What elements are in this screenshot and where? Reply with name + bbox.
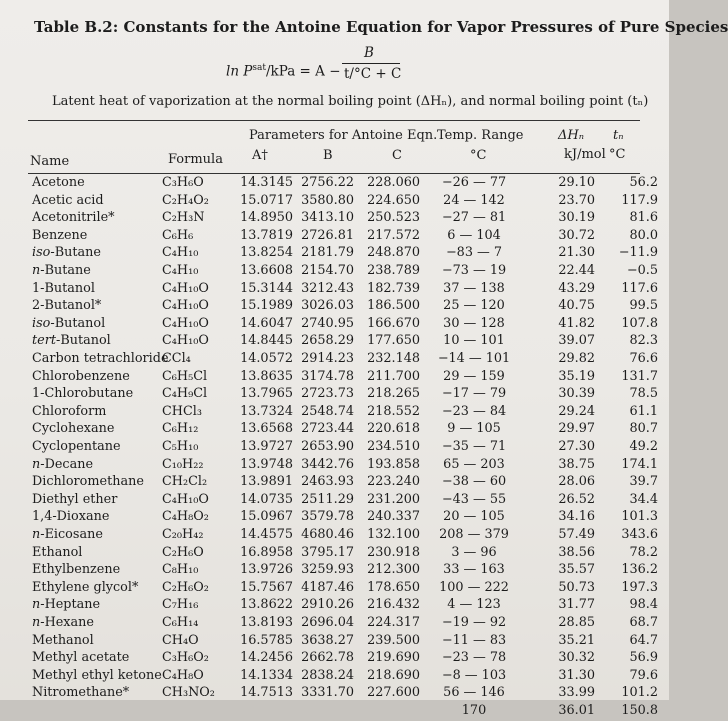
cell-name: Acetic acid <box>32 192 104 208</box>
cell-c: 223.240 <box>367 474 420 490</box>
cell-range: −8 — 103 <box>441 667 507 683</box>
cell-a: 13.7965 <box>240 386 293 402</box>
header-formula: Formula <box>168 152 223 167</box>
cell-tn: 150.8 <box>621 703 658 718</box>
table-row <box>0 193 669 211</box>
cell-tn: −0.5 <box>626 263 658 278</box>
cell-tn: 174.1 <box>621 456 658 472</box>
cell-formula: C₄H₁₀ <box>162 263 199 278</box>
cell-c: 228.060 <box>367 175 420 190</box>
cell-range: −26 — 77 <box>441 175 507 190</box>
cell-tn: 99.5 <box>629 298 658 314</box>
cell-dh: 21.30 <box>558 245 595 261</box>
cell-formula: C₄H₁₀O <box>162 315 209 331</box>
table-row <box>0 633 669 651</box>
cell-range: 100 — 222 <box>439 579 509 595</box>
cell-tn: 81.6 <box>629 210 658 226</box>
fraction-bar <box>342 63 400 64</box>
cell-name: Cyclopentane <box>32 439 121 454</box>
cell-dh: 31.30 <box>558 667 595 683</box>
cell-formula: C₂H₄O₂ <box>162 192 209 208</box>
cell-c: 224.650 <box>367 192 420 208</box>
cell-formula: C₄H₁₀O <box>162 491 209 507</box>
cell-range: 65 — 203 <box>443 456 505 472</box>
cell-tn: 101.2 <box>621 685 658 701</box>
cell-range: −11 — 83 <box>441 632 507 648</box>
equation-numerator: B <box>364 45 374 61</box>
cell-name: Benzene <box>32 227 88 243</box>
header-range-unit: °C <box>470 148 487 163</box>
header-name: Name <box>30 154 70 169</box>
cell-formula: CH₃NO₂ <box>162 685 215 701</box>
cell-name: Cyclohexane <box>32 421 115 437</box>
cell-a: 13.9726 <box>240 562 293 578</box>
cell-a: 16.8958 <box>240 544 293 560</box>
cell-tn: 343.6 <box>621 527 658 542</box>
cell-formula: C₆H₁₄ <box>162 615 199 630</box>
cell-name: Methyl acetate <box>32 650 130 666</box>
table-row <box>0 527 669 545</box>
header-rule <box>28 173 640 174</box>
cell-c: 234.510 <box>367 439 420 454</box>
cell-b: 3795.17 <box>301 544 354 560</box>
table-row <box>0 263 669 281</box>
cell-c: 239.500 <box>367 632 420 648</box>
header-c: C <box>392 148 402 163</box>
cell-a: 14.7513 <box>240 685 293 701</box>
header-tn: tₙ <box>613 128 624 143</box>
cell-a: 14.8445 <box>240 333 293 349</box>
cell-a: 14.3145 <box>240 175 293 190</box>
cell-name: Chloroform <box>32 403 107 419</box>
cell-range: 29 — 159 <box>443 368 505 384</box>
cell-tn: 117.6 <box>621 280 658 296</box>
cell-b: 3442.76 <box>301 456 354 472</box>
cell-dh: 50.73 <box>558 579 595 595</box>
cell-dh: 29.97 <box>558 421 595 437</box>
cell-b: 2463.93 <box>301 474 354 490</box>
cell-a: 13.6608 <box>240 263 293 278</box>
cell-a: 14.4575 <box>240 527 293 542</box>
cell-tn: 78.2 <box>629 544 658 560</box>
cell-tn: 39.7 <box>629 474 658 490</box>
cell-b: 3638.27 <box>301 632 354 648</box>
cell-b: 2154.70 <box>301 263 354 278</box>
cell-b: 2511.29 <box>301 491 354 507</box>
cell-a: 13.6568 <box>240 421 293 437</box>
cell-tn: 56.2 <box>629 175 658 190</box>
cell-b: 2756.22 <box>301 175 354 190</box>
cell-tn: 80.7 <box>629 421 658 437</box>
cell-range: −17 — 79 <box>441 386 507 402</box>
cell-dh: 23.70 <box>558 192 595 208</box>
cell-name: Acetone <box>32 175 85 190</box>
cell-name: Ethylbenzene <box>32 562 121 578</box>
cell-range: 37 — 138 <box>443 280 505 296</box>
cell-dh: 30.72 <box>558 227 595 243</box>
table-row <box>0 386 669 404</box>
cell-dh: 35.21 <box>558 632 595 648</box>
table-row <box>0 668 669 686</box>
cell-a: 15.0967 <box>240 509 293 525</box>
cell-range: −43 — 55 <box>441 491 507 507</box>
cell-c: 218.690 <box>367 667 420 683</box>
cell-tn: 79.6 <box>629 667 658 683</box>
cell-dh: 40.75 <box>558 298 595 314</box>
cell-c: 224.317 <box>367 615 420 630</box>
cell-range: −19 — 92 <box>441 615 507 630</box>
table-row <box>0 281 669 299</box>
cell-c: 177.650 <box>367 333 420 349</box>
table-row <box>0 650 669 668</box>
cell-a: 13.8622 <box>240 597 293 613</box>
cell-b: 3259.93 <box>301 562 354 578</box>
table-row <box>0 615 669 633</box>
cell-a: 13.9727 <box>240 439 293 454</box>
table-row <box>0 351 669 369</box>
cell-b: 3580.80 <box>301 192 354 208</box>
cell-range: −83 — 7 <box>445 245 503 261</box>
cell-name: 2-Butanol* <box>32 298 102 314</box>
cell-b: 4187.46 <box>301 579 354 595</box>
cell-a: 14.2456 <box>240 650 293 666</box>
cell-name: Acetonitrile* <box>32 210 115 226</box>
cell-tn: 49.2 <box>629 439 658 454</box>
cell-b: 2662.78 <box>301 650 354 666</box>
table-row <box>0 228 669 246</box>
header-dh-unit: kJ/mol <box>564 147 606 162</box>
cell-dh: 26.52 <box>558 491 595 507</box>
cell-a: 14.1334 <box>240 667 293 683</box>
cell-dh: 30.39 <box>558 386 595 402</box>
cell-name: n-Hexane <box>32 615 94 630</box>
cell-dh: 34.16 <box>558 509 595 525</box>
cell-dh: 29.82 <box>558 351 595 366</box>
cell-a: 14.8950 <box>240 210 293 226</box>
cell-range: −73 — 19 <box>441 263 507 278</box>
cell-b: 2914.23 <box>301 351 354 366</box>
cell-b: 2181.79 <box>301 245 354 261</box>
top-rule <box>28 120 640 121</box>
table-row <box>0 369 669 387</box>
cell-formula: C₆H₁₂ <box>162 421 199 437</box>
cell-dh: 29.24 <box>558 403 595 419</box>
cell-c: 193.858 <box>367 456 420 472</box>
cell-c: 230.918 <box>367 544 420 560</box>
cell-name: n-Eicosane <box>32 527 103 542</box>
cell-b: 3413.10 <box>301 210 354 226</box>
cell-b: 3174.78 <box>301 368 354 384</box>
cell-b: 2548.74 <box>301 403 354 419</box>
cell-name: 1-Chlorobutane <box>32 386 134 402</box>
cell-c: 238.789 <box>367 263 420 278</box>
cell-formula: C₄H₉Cl <box>162 386 208 402</box>
cell-range: 208 — 379 <box>439 527 509 542</box>
table-row <box>0 474 669 492</box>
cell-range: 30 — 128 <box>443 315 505 331</box>
cell-name: Diethyl ether <box>32 491 118 507</box>
cell-name: 1,4-Dioxane <box>32 509 110 525</box>
cell-formula: CCl₄ <box>162 351 191 366</box>
cell-b: 2653.90 <box>301 439 354 454</box>
cell-range: −23 — 78 <box>441 650 507 666</box>
cell-name: tert-Butanol <box>32 333 111 349</box>
cell-tn: 101.3 <box>621 509 658 525</box>
cell-b: 4680.46 <box>301 527 354 542</box>
cell-dh: 38.56 <box>558 544 595 560</box>
header-temp-range: Temp. Range <box>437 128 524 143</box>
cell-formula: C₁₀H₂₂ <box>162 456 204 472</box>
cell-c: 212.300 <box>367 562 420 578</box>
cell-formula: C₄H₈O <box>162 667 204 683</box>
cell-a: 13.8635 <box>240 368 293 384</box>
cell-tn: 64.7 <box>629 632 658 648</box>
cell-c: 227.600 <box>367 685 420 701</box>
cell-name: n-Heptane <box>32 597 101 613</box>
cell-b: 2910.26 <box>301 597 354 613</box>
cell-formula: C₈H₁₀ <box>162 562 199 578</box>
cell-b: 2723.73 <box>301 386 354 402</box>
cell-formula: C₅H₁₀ <box>162 439 199 454</box>
cell-formula: C₆H₅Cl <box>162 368 208 384</box>
cell-dh: 39.07 <box>558 333 595 349</box>
cell-tn: 107.8 <box>621 315 658 331</box>
cell-formula: C₄H₁₀ <box>162 245 199 261</box>
cell-name: n-Decane <box>32 456 94 472</box>
cell-range: 10 — 101 <box>443 333 505 349</box>
cell-c: 166.670 <box>367 315 420 331</box>
table-row <box>0 404 669 422</box>
cell-formula: CH₄O <box>162 632 199 648</box>
cell-dh: 27.30 <box>558 439 595 454</box>
table-row <box>0 210 669 228</box>
cell-a: 13.8193 <box>240 615 293 630</box>
cell-dh: 28.06 <box>558 474 595 490</box>
cell-b: 2838.24 <box>301 667 354 683</box>
cell-c: 231.200 <box>367 491 420 507</box>
cell-c: 132.100 <box>367 527 420 542</box>
table-row <box>0 685 669 703</box>
cell-tn: 136.2 <box>621 562 658 578</box>
cell-a: 13.9748 <box>240 456 293 472</box>
cell-tn: 117.9 <box>621 192 658 208</box>
cell-b: 2658.29 <box>301 333 354 349</box>
cell-range: 4 — 123 <box>447 597 501 613</box>
cell-formula: C₂H₃N <box>162 210 205 226</box>
cell-dh: 38.75 <box>558 456 595 472</box>
cell-tn: 80.0 <box>629 227 658 243</box>
cell-name: Methyl ethyl ketone <box>32 667 162 683</box>
cell-c: 248.870 <box>367 245 420 261</box>
cell-formula: C₄H₁₀O <box>162 280 209 296</box>
header-tn-unit: °C <box>609 147 626 162</box>
cell-name: Nitromethane* <box>32 685 130 701</box>
cell-range: 3 — 96 <box>451 544 497 560</box>
cell-formula: C₄H₁₀O <box>162 298 209 314</box>
cell-formula: C₂H₆O₂ <box>162 579 209 595</box>
cell-a: 14.6047 <box>240 315 293 331</box>
cell-a: 14.0735 <box>240 491 293 507</box>
cell-a: 16.5785 <box>240 632 293 648</box>
header-a: A† <box>252 148 268 163</box>
cell-formula: C₂H₆O <box>162 544 204 560</box>
cell-c: 250.523 <box>367 210 420 226</box>
cell-c: 178.650 <box>367 579 420 595</box>
header-b: B <box>323 148 333 163</box>
equation-denominator: t/°C + C <box>344 66 402 82</box>
cell-a: 13.8254 <box>240 245 293 261</box>
latent-heat-note: Latent heat of vaporization at the normal boiling point (ΔHₙ), and normal boiling point (tₙ) <box>52 94 649 109</box>
cell-range: −14 — 101 <box>437 351 511 366</box>
table-title: Table B.2: Constants for the Antoine Equation for Vapor Pressures of Pure Species <box>34 18 728 36</box>
cell-range: 33 — 163 <box>443 562 505 578</box>
cell-formula: C₄H₁₀O <box>162 333 209 349</box>
table-row <box>0 316 669 334</box>
cell-range: −27 — 81 <box>441 210 507 226</box>
cell-name: n-Butane <box>32 263 91 278</box>
cell-name: 1-Butanol <box>32 280 95 296</box>
cell-dh: 43.29 <box>558 280 595 296</box>
cell-formula: C₃H₆O₂ <box>162 650 209 666</box>
header-dh: ΔHₙ <box>558 128 584 143</box>
cell-range: 25 — 120 <box>443 298 505 314</box>
table-row <box>0 509 669 527</box>
cell-dh: 35.19 <box>558 368 595 384</box>
cell-formula: C₆H₆ <box>162 227 194 243</box>
cell-range: 170 <box>461 703 487 718</box>
cell-b: 3331.70 <box>301 685 354 701</box>
table-row <box>0 298 669 316</box>
cell-dh: 41.82 <box>558 315 595 331</box>
cell-tn: 61.1 <box>629 403 658 419</box>
table-row <box>0 333 669 351</box>
table-row <box>0 545 669 563</box>
cell-a: 13.7819 <box>240 227 293 243</box>
cell-tn: 34.4 <box>629 491 658 507</box>
table-row <box>0 703 669 721</box>
cell-tn: 76.6 <box>629 351 658 366</box>
cell-c: 186.500 <box>367 298 420 314</box>
cell-c: 211.700 <box>367 368 420 384</box>
table-row <box>0 562 669 580</box>
table-row <box>0 580 669 598</box>
cell-range: 9 — 105 <box>447 421 501 437</box>
cell-a: 13.7324 <box>240 403 293 419</box>
cell-name: Methanol <box>32 632 94 648</box>
cell-tn: 98.4 <box>629 597 658 613</box>
equation-lhs: $\ln P^{sat}$/kPa = A − <box>226 63 341 80</box>
cell-dh: 33.99 <box>558 685 595 701</box>
cell-tn: 197.3 <box>621 579 658 595</box>
cell-dh: 36.01 <box>558 703 595 718</box>
cell-c: 218.552 <box>367 403 420 419</box>
cell-formula: C₄H₈O₂ <box>162 509 209 525</box>
cell-c: 218.265 <box>367 386 420 402</box>
cell-range: −38 — 60 <box>441 474 507 490</box>
cell-c: 216.432 <box>367 597 420 613</box>
cell-tn: 78.5 <box>629 386 658 402</box>
cell-dh: 30.19 <box>558 210 595 226</box>
cell-range: −23 — 84 <box>441 403 507 419</box>
cell-b: 2723.44 <box>301 421 354 437</box>
cell-formula: CHCl₃ <box>162 403 202 419</box>
cell-b: 2740.95 <box>301 315 354 331</box>
cell-formula: C₃H₆O <box>162 175 204 190</box>
cell-name: Ethylene glycol* <box>32 579 139 595</box>
cell-name: Ethanol <box>32 544 83 560</box>
cell-range: −35 — 71 <box>441 439 507 454</box>
cell-dh: 31.77 <box>558 597 595 613</box>
table-row <box>0 492 669 510</box>
cell-b: 3212.43 <box>301 280 354 296</box>
cell-tn: 56.9 <box>629 650 658 666</box>
cell-b: 2696.04 <box>301 615 354 630</box>
table-row <box>0 439 669 457</box>
cell-formula: CH₂Cl₂ <box>162 474 208 490</box>
cell-dh: 30.32 <box>558 650 595 666</box>
cell-dh: 22.44 <box>558 263 595 278</box>
cell-dh: 29.10 <box>558 175 595 190</box>
header-params: Parameters for Antoine Eqn. <box>249 128 438 143</box>
cell-c: 217.572 <box>367 227 420 243</box>
cell-dh: 28.85 <box>558 615 595 630</box>
cell-tn: 82.3 <box>629 333 658 349</box>
cell-name: iso-Butane <box>32 245 101 261</box>
cell-dh: 35.57 <box>558 562 595 578</box>
cell-name: Carbon tetrachloride <box>32 351 169 366</box>
cell-tn: 131.7 <box>621 368 658 384</box>
table-row <box>0 245 669 263</box>
cell-a: 15.7567 <box>240 579 293 595</box>
cell-a: 15.0717 <box>240 192 293 208</box>
cell-c: 182.739 <box>367 280 420 296</box>
cell-range: 24 — 142 <box>443 192 505 208</box>
cell-c: 220.618 <box>367 421 420 437</box>
cell-formula: C₇H₁₆ <box>162 597 199 613</box>
cell-range: 6 — 104 <box>447 227 501 243</box>
cell-c: 219.690 <box>367 650 420 666</box>
cell-range: 20 — 105 <box>443 509 505 525</box>
cell-a: 13.9891 <box>240 474 293 490</box>
table-row <box>0 597 669 615</box>
cell-a: 14.0572 <box>240 351 293 366</box>
cell-range: 56 — 146 <box>443 685 505 701</box>
cell-tn: 68.7 <box>629 615 658 630</box>
table-row <box>0 457 669 475</box>
cell-dh: 57.49 <box>558 527 595 542</box>
cell-b: 2726.81 <box>301 227 354 243</box>
table-row <box>0 421 669 439</box>
cell-name: Chlorobenzene <box>32 368 130 384</box>
table-row <box>0 175 669 193</box>
cell-c: 240.337 <box>367 509 420 525</box>
cell-c: 232.148 <box>367 351 420 366</box>
cell-tn: −11.9 <box>618 245 658 261</box>
cell-name: Dichloromethane <box>32 474 144 490</box>
cell-a: 15.1989 <box>240 298 293 314</box>
cell-a: 15.3144 <box>240 280 293 296</box>
cell-b: 3579.78 <box>301 509 354 525</box>
cell-name: iso-Butanol <box>32 315 106 331</box>
cell-formula: C₂₀H₄₂ <box>162 527 204 542</box>
cell-b: 3026.03 <box>301 298 354 314</box>
